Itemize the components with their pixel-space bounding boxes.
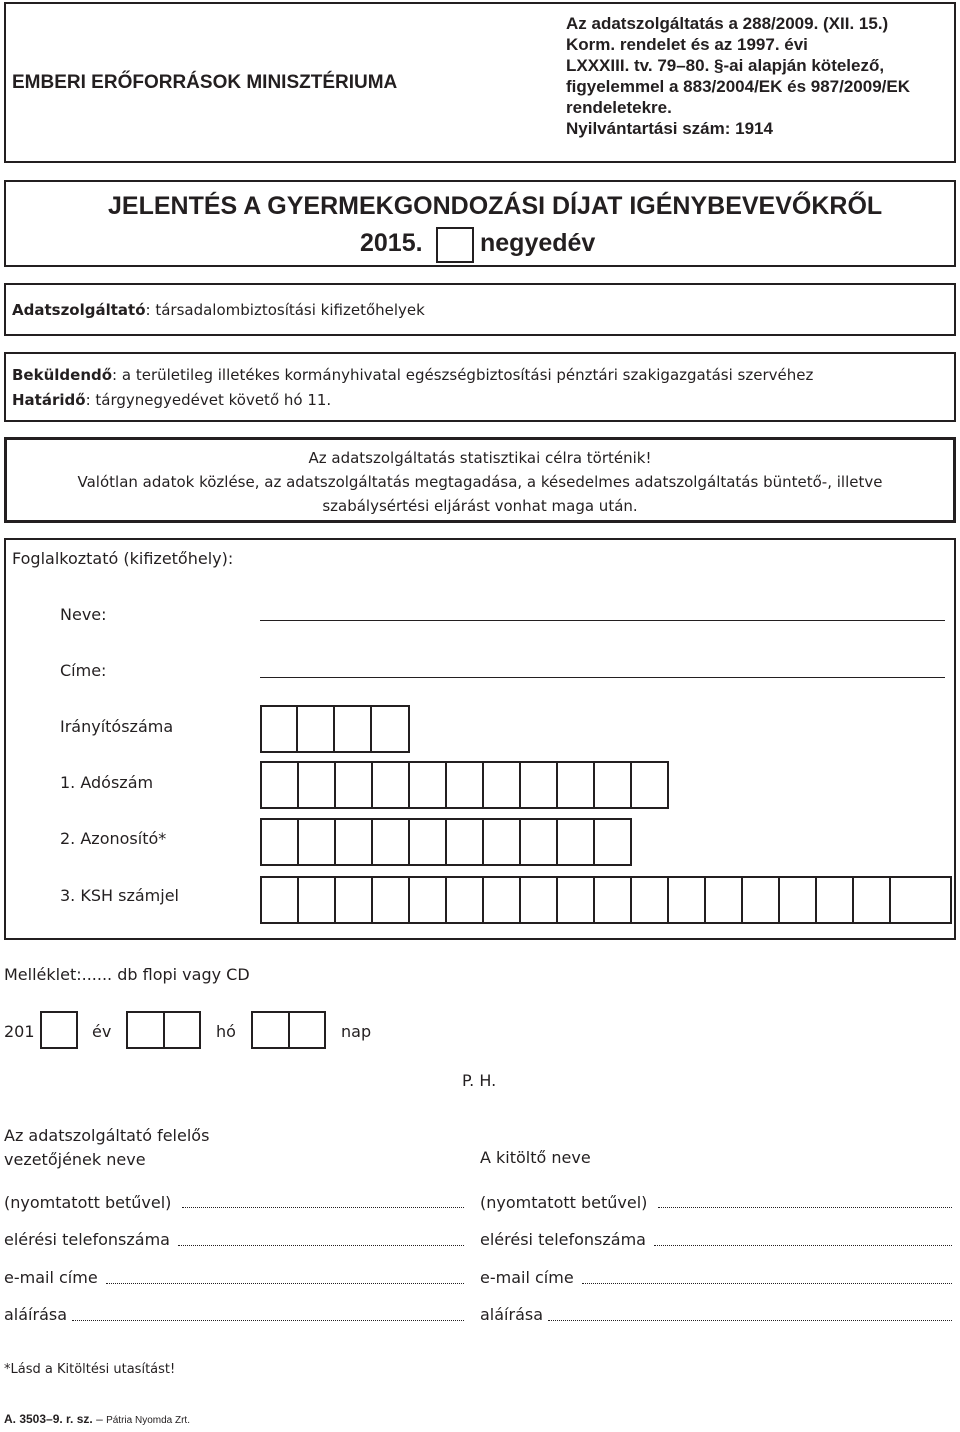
provider-value: : társadalombiztosítási kifizetőhelyek [145,301,425,319]
ksh-digit-divider [667,876,669,924]
left-email-field[interactable] [106,1283,464,1284]
submission-line [12,366,813,384]
notice-line-2: Valótlan adatok közlése, az adatszolgáltatás megtagadása, a késedelmes adatszolgáltatás büntető-, illetve [77,473,883,491]
tax-digit-divider [482,761,484,809]
deadline-label: Határidő [12,391,86,409]
day-label: nap [341,1022,372,1041]
registration-number: Nyilvántartási szám: 1914 [566,119,773,138]
left-phone-label: elérési telefonszáma [4,1230,170,1249]
attachment-label: Melléklet: [4,965,82,984]
report-year: 2015. [360,229,423,257]
notice-line-1: Az adatszolgáltatás statisztikai célra történik! [308,449,652,467]
submission-box [4,352,956,422]
imprint-printer: Pátria Nyomda Zrt. [106,1415,190,1426]
legal-line: Az adatszolgáltatás a 288/2009. (XII. 15.) [566,14,889,33]
legal-line: figyelemmel a 883/2004/EK és 987/2009/EK [566,77,911,96]
deadline-line [12,391,331,409]
identifier-digit-divider [408,818,410,866]
ksh-digit-divider [889,876,891,924]
left-signer-title [4,1124,209,1172]
address-label: Címe: [60,661,107,680]
ksh-digit-divider [852,876,854,924]
ksh-digit-divider [519,876,521,924]
employer-heading: Foglalkoztató (kifizetőhely): [12,549,234,568]
quarter-label: negyedév [480,229,596,257]
legal-line: rendeletekre. [566,98,672,117]
deadline-value: : tárgynegyedévet követő hó 11. [85,391,332,409]
year-label: év [92,1022,112,1041]
ksh-digit-divider [334,876,336,924]
year-digit-input[interactable] [40,1011,78,1049]
provider-label: Adatszolgáltató [12,301,146,319]
identifier-digit-divider [334,818,336,866]
tax-number-field[interactable] [260,761,669,809]
tax-digit-divider [519,761,521,809]
legal-basis [566,13,910,139]
zip-digit[interactable] [296,705,298,753]
zip-digit[interactable] [370,705,372,753]
right-phone-field[interactable] [654,1245,952,1246]
left-signature-label: aláírása [4,1305,68,1324]
tax-digit-divider [445,761,447,809]
ksh-digit-divider [556,876,558,924]
ksh-digit-divider [371,876,373,924]
identifier-digit-divider [556,818,558,866]
imprint [4,1412,190,1426]
ksh-digit-divider [630,876,632,924]
report-title: JELENTÉS A GYERMEKGONDOZÁSI DÍJAT IGÉNYBEVEVŐKRŐL [108,192,883,220]
tax-digit-divider [593,761,595,809]
tax-digit-divider [630,761,632,809]
attachment-count[interactable]: ...... [81,965,113,984]
ksh-digit-divider [482,876,484,924]
tax-digit-divider [334,761,336,809]
right-signature-label: aláírása [480,1305,544,1324]
ksh-digit-divider [778,876,780,924]
identifier-digit-divider [519,818,521,866]
month-divider [163,1011,165,1049]
left-phone-field[interactable] [178,1245,464,1246]
left-email-label: e-mail címe [4,1268,98,1287]
legal-line: Korm. rendelet és az 1997. évi [566,35,808,54]
name-field[interactable] [260,620,945,621]
footnote: *Lásd a Kitöltési utasítást! [4,1362,176,1377]
date-prefix: 201 [4,1022,35,1041]
notice-line-3: szabálysértési eljárást vonhat maga után. [322,497,638,515]
ksh-digit-divider [297,876,299,924]
ksh-digit-divider [408,876,410,924]
tax-number-label: 1. Adószám [60,773,154,792]
right-printed-label: (nyomtatott betűvel) [480,1193,648,1212]
left-printed-field[interactable] [182,1207,464,1208]
notice-text [8,446,952,518]
zip-label: Irányítószáma [60,717,174,736]
stamp-label: P. H. [462,1071,497,1090]
identifier-label: 2. Azonosító* [60,829,167,848]
submit-value: : a területileg illetékes kormányhivatal egészségbiztosítási pénztári szakigazgatási szervéhez [112,366,814,384]
attachment-rest: db flopi vagy CD [112,965,250,984]
ksh-label: 3. KSH számjel [60,886,179,905]
name-label: Neve: [60,605,107,624]
ksh-digit-divider [741,876,743,924]
tax-digit-divider [556,761,558,809]
provider-line [12,301,425,319]
quarter-input[interactable] [436,227,474,263]
ksh-digit-divider [445,876,447,924]
zip-field[interactable] [260,705,410,753]
identifier-digit-divider [297,818,299,866]
right-email-field[interactable] [582,1283,952,1284]
identifier-digit-divider [371,818,373,866]
right-signer-title: A kitöltő neve [480,1148,591,1167]
identifier-digit-divider [593,818,595,866]
imprint-dash: – [92,1412,107,1426]
zip-digit[interactable] [333,705,335,753]
submit-label: Beküldendő [12,366,113,384]
left-title-line-2: vezetőjének neve [4,1150,146,1169]
address-field[interactable] [260,677,945,678]
tax-digit-divider [371,761,373,809]
left-printed-label: (nyomtatott betűvel) [4,1193,172,1212]
right-signature-field[interactable] [548,1320,952,1321]
identifier-digit-divider [445,818,447,866]
ksh-digit-divider [593,876,595,924]
right-email-label: e-mail címe [480,1268,574,1287]
right-phone-label: elérési telefonszáma [480,1230,646,1249]
ksh-field[interactable] [260,876,952,924]
attachment-line [4,965,250,984]
imprint-code: A. 3503–9. r. sz. [4,1412,93,1426]
legal-line: LXXXIII. tv. 79–80. §-ai alapján kötelező, [566,56,885,75]
day-divider [288,1011,290,1049]
left-title-line-1: Az adatszolgáltató felelős [4,1126,210,1145]
ministry-name: EMBERI ERŐFORRÁSOK MINISZTÉRIUMA [12,72,398,93]
month-label: hó [216,1022,236,1041]
left-signature-field[interactable] [72,1320,464,1321]
ksh-digit-divider [704,876,706,924]
ksh-digit-divider [815,876,817,924]
tax-digit-divider [297,761,299,809]
tax-digit-divider [408,761,410,809]
identifier-digit-divider [482,818,484,866]
right-printed-field[interactable] [658,1207,952,1208]
